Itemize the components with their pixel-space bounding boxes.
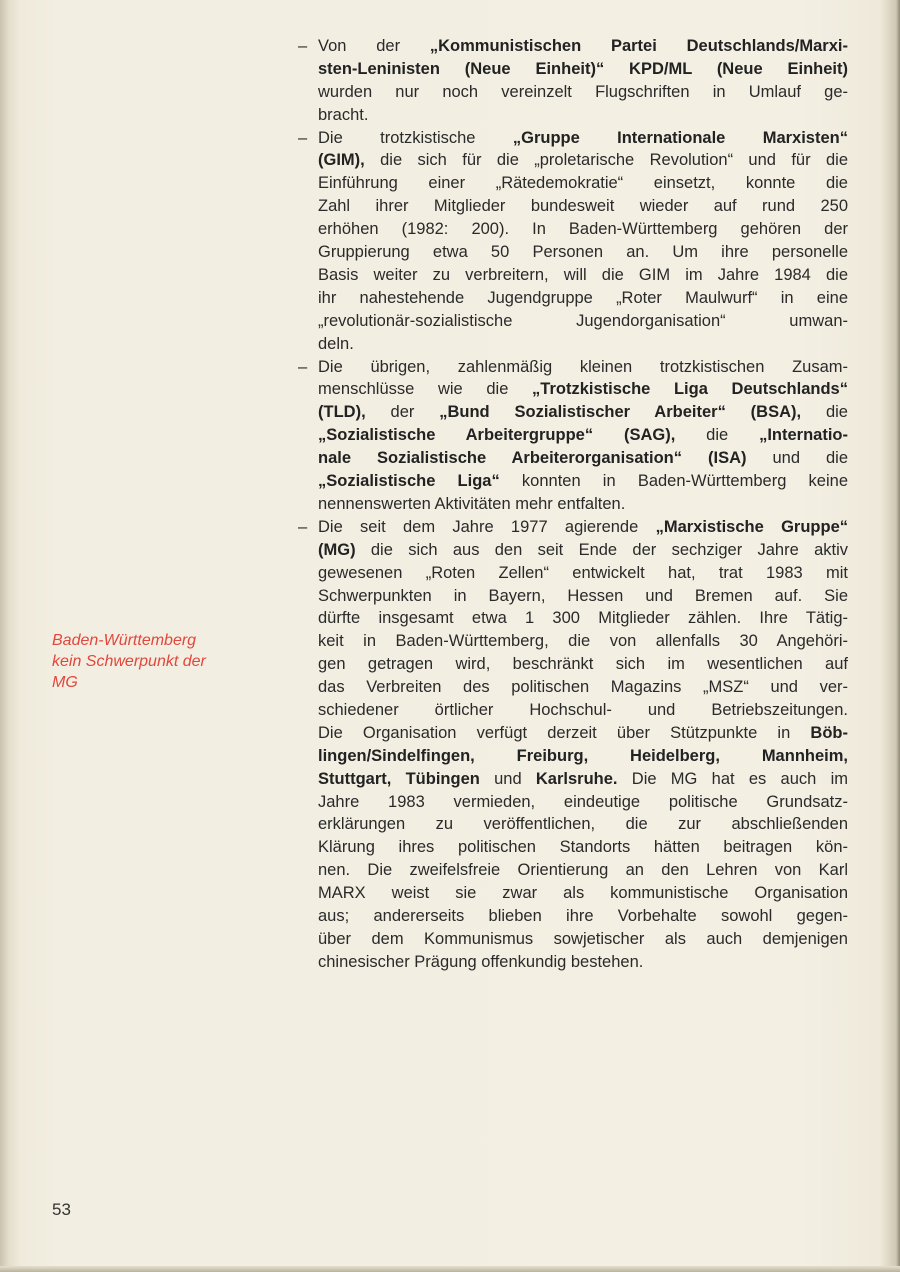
text: MARX weist sie zwar als kommunistische Organisation: [318, 884, 848, 903]
bold-text: „Trotzkistische Liga Deutschlands“: [532, 380, 848, 399]
text-line: [318, 35, 848, 58]
text-line: [318, 905, 848, 928]
text: die sich für die „proletarische Revolution“ und für die: [364, 151, 848, 170]
text: Gruppierung etwa 50 Personen an. Um ihre personelle: [318, 243, 848, 262]
text: Die MG hat es auch im: [617, 769, 848, 788]
bullet-paragraph: [298, 516, 850, 974]
bullet-dash: –: [298, 128, 308, 147]
bold-text: nale Sozialistische Arbeiterorganisation“ (ISA): [318, 449, 747, 468]
bold-text: Böb-: [810, 723, 848, 742]
text: „revolutionär-sozialistische Jugendorganisation“ umwan-: [318, 311, 848, 330]
text-line: [318, 928, 848, 951]
page-edge: [0, 1266, 900, 1272]
text: schiedener örtlicher Hochschul- und Betriebszeitungen.: [318, 701, 848, 720]
text-line: [318, 630, 848, 653]
text: nen. Die zweifelsfreie Orientierung an den Lehren von Karl: [318, 861, 848, 880]
text: der: [365, 403, 440, 422]
text: erhöhen (1982: 200). In Baden-Württemberg gehören der: [318, 220, 848, 239]
text-line: [318, 882, 848, 905]
margin-note: [52, 630, 262, 693]
text-line: [318, 356, 848, 379]
margin-note-line: MG: [52, 674, 78, 691]
text: Zahl ihrer Mitglieder bundesweit wieder auf rund 250: [318, 197, 848, 216]
text-line: [318, 333, 848, 356]
text-line: [318, 149, 848, 172]
text: ihr nahestehende Jugendgruppe „Roter Maulwurf“ in eine: [318, 288, 848, 307]
bold-text: „Gruppe Internationale Marxisten“: [512, 128, 848, 147]
text-line: [318, 127, 848, 150]
text-line: [318, 218, 848, 241]
text: keit in Baden-Württemberg, die von allenfalls 30 Angehöri-: [318, 632, 848, 651]
text-line: [318, 516, 848, 539]
text: Schwerpunkten in Bayern, Hessen und Bremen auf. Sie: [318, 586, 848, 605]
bold-text: (MG): [318, 540, 356, 559]
text: nennenswerten Aktivitäten mehr entfalten.: [318, 494, 626, 513]
bold-text: „Sozialistische Arbeitergruppe“ (SAG),: [318, 426, 676, 445]
text-line: [318, 195, 848, 218]
text: deln.: [318, 334, 354, 353]
text: Die trotzkistische: [318, 128, 513, 147]
bold-text: Stuttgart, Tübingen: [318, 769, 480, 788]
text-line: [318, 401, 848, 424]
text: Von der: [318, 37, 430, 55]
text: gen getragen wird, beschränkt sich im wesentlichen auf: [318, 655, 848, 674]
bold-text: lingen/Sindelfingen, Freiburg, Heidelberg, Mannheim,: [318, 746, 848, 765]
text-line: [318, 562, 848, 585]
text-line: [318, 172, 848, 195]
text: bracht.: [318, 105, 369, 124]
text: die sich aus den seit Ende der sechziger Jahre aktiv: [355, 540, 848, 559]
text-line: [318, 653, 848, 676]
text-line: [318, 310, 848, 333]
text-line: [318, 241, 848, 264]
text: die: [801, 403, 848, 422]
text: Einführung einer „Rätedemokratie“ einsetzt, konnte die: [318, 174, 848, 193]
text: Die Organisation verfügt derzeit über Stützpunkte in: [318, 723, 811, 742]
text-line: [318, 951, 848, 974]
text: konnten in Baden-Württemberg keine: [499, 472, 849, 491]
text-line: [318, 722, 848, 745]
text: aus; andererseits blieben ihre Vorbehalte sowohl gegen-: [318, 907, 848, 926]
text-line: [318, 81, 848, 104]
text-line: [318, 58, 848, 81]
margin-note-line: kein Schwerpunkt der: [52, 653, 206, 670]
text-line: [318, 676, 848, 699]
bold-text: „Marxistische Gruppe“: [655, 517, 848, 536]
text-line: [318, 768, 848, 791]
bold-text: „Sozialistische Liga“: [318, 472, 500, 491]
bullet-paragraph: [298, 127, 850, 356]
text: chinesischer Prägung offenkundig bestehen.: [318, 952, 644, 971]
bold-text: „Internatio-: [759, 426, 848, 445]
text-line: [318, 859, 848, 882]
text-line: [318, 493, 848, 516]
text: das Verbreiten des politischen Magazins „MSZ“ und ver-: [318, 678, 848, 697]
bullet-dash: –: [298, 37, 308, 55]
text: Die übrigen, zahlenmäßig kleinen trotzkistischen Zusam-: [318, 357, 848, 376]
text-line: [318, 470, 848, 493]
text-line: [318, 607, 848, 630]
text: über dem Kommunismus sowjetischer als auch demjenigen: [318, 929, 848, 948]
text-line: [318, 699, 848, 722]
text-line: [318, 791, 848, 814]
text: gewesenen „Roten Zellen“ entwickelt hat, trat 1983 mit: [318, 563, 848, 582]
text-line: [318, 447, 848, 470]
text-line: [318, 104, 848, 127]
text: wurden nur noch vereinzelt Flugschriften in Umlauf ge-: [318, 82, 848, 101]
text: Klärung ihres politischen Standorts hätten beitragen kön-: [318, 838, 848, 857]
text: Die seit dem Jahre 1977 agierende: [318, 517, 656, 536]
text: menschlüsse wie die: [318, 380, 533, 399]
text-line: [318, 287, 848, 310]
bold-text: Karlsruhe.: [535, 769, 618, 788]
bold-text: sten-Leninisten (Neue Einheit)“ KPD/ML (Neue Einheit): [318, 59, 848, 78]
page-number: 53: [52, 1200, 71, 1219]
text-line: [318, 424, 848, 447]
bullet-dash: –: [298, 517, 308, 536]
text: dürfte insgesamt etwa 1 300 Mitglieder zählen. Ihre Tätig-: [318, 609, 848, 628]
text-line: [318, 745, 848, 768]
margin-note-line: Baden-Württemberg: [52, 632, 197, 649]
text: und: [479, 769, 536, 788]
bullet-dash: –: [298, 357, 308, 376]
text-line: [318, 378, 848, 401]
bullet-paragraph: [298, 35, 850, 127]
text: und die: [746, 449, 849, 468]
bullet-paragraph: [298, 356, 850, 516]
bold-text: „Kommunistischen Partei Deutschlands/Marxi-: [429, 37, 848, 55]
bold-text: (TLD),: [318, 403, 366, 422]
text: Basis weiter zu verbreitern, will die GIM im Jahre 1984 die: [318, 265, 848, 284]
bold-text: (GIM),: [318, 151, 365, 170]
text-line: [318, 813, 848, 836]
text-line: [318, 836, 848, 859]
text-line: [318, 264, 848, 287]
text: die: [675, 426, 760, 445]
text-line: [318, 585, 848, 608]
text: erklärungen zu veröffentlichen, die zur abschließenden: [318, 815, 848, 834]
bold-text: „Bund Sozialistischer Arbeiter“ (BSA),: [439, 403, 802, 422]
text-line: [318, 539, 848, 562]
text: Jahre 1983 vermieden, eindeutige politische Grundsatz-: [318, 792, 848, 811]
